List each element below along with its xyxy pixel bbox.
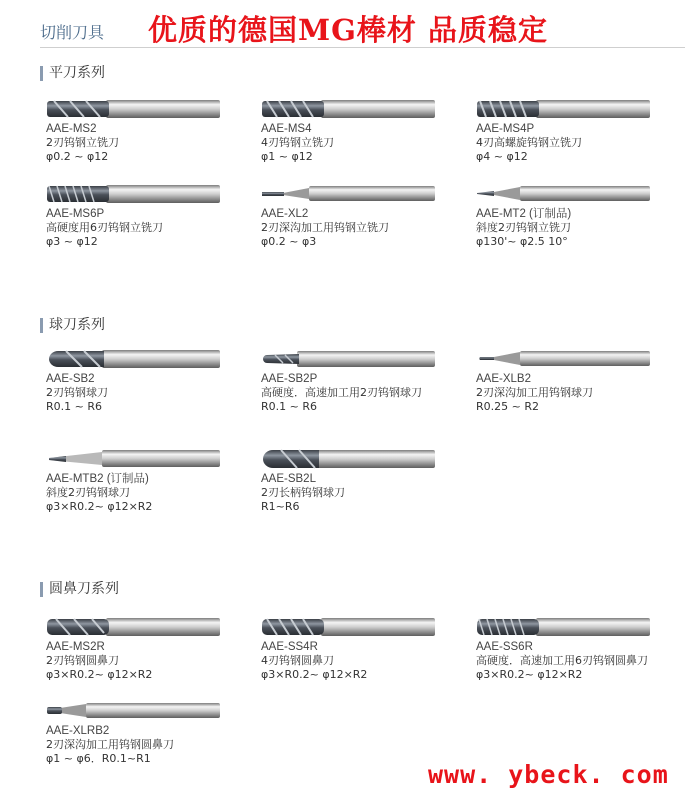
product-description: 2刃钨钢球刀 — [46, 386, 108, 399]
product-description: 2刃钨钢圆鼻刀 — [46, 654, 119, 667]
product-item[interactable] — [476, 98, 691, 164]
end-mill-image — [46, 700, 221, 722]
page-header — [0, 0, 692, 52]
product-range: R0.1 ~ R6 — [46, 400, 102, 413]
product-code: AAE-MT2 (订制品) — [476, 208, 572, 220]
product-code: AAE-SB2P — [261, 373, 318, 385]
end-mill-image — [476, 348, 651, 370]
product-range: φ0.2 ~ φ12 — [46, 150, 109, 163]
product-code: AAE-XLB2 — [476, 373, 531, 385]
product-item[interactable] — [46, 348, 261, 414]
product-code: AAE-MS2 — [46, 123, 97, 135]
product-description: 斜度2刃钨钢立铣刀 — [476, 221, 571, 234]
slogan-banner: 优质的德国MG棒材 品质稳定 — [148, 13, 548, 47]
product-range: φ3×R0.2~ φ12×R2 — [261, 668, 368, 681]
product-description: 高硬度用6刃钨钢立铣刀 — [46, 221, 163, 234]
product-code: AAE-MTB2 (订制品) — [46, 473, 149, 485]
product-code: AAE-SB2L — [261, 473, 316, 485]
end-mill-image — [261, 98, 436, 120]
category-title: 切削刀具 — [40, 23, 105, 42]
product-code: AAE-SS6R — [476, 641, 533, 653]
product-description: 2刃深沟加工用钨钢球刀 — [476, 386, 593, 399]
product-description: 2刃深沟加工用钨钢立铣刀 — [261, 221, 389, 234]
product-code: AAE-MS6P — [46, 208, 105, 220]
end-mill-image — [46, 348, 221, 370]
product-code: AAE-MS4P — [476, 123, 535, 135]
product-description: 高硬度．高速加工用2刃钨钢球刀 — [261, 386, 422, 399]
product-code: AAE-SS4R — [261, 641, 318, 653]
end-mill-image — [476, 183, 651, 205]
end-mill-image — [46, 98, 221, 120]
section-title-flat: 平刀系列 — [40, 66, 105, 81]
product-range: φ1 ~ φ12 — [261, 150, 313, 163]
product-item[interactable] — [261, 616, 476, 682]
product-description: 2刃长柄钨钢球刀 — [261, 486, 345, 499]
product-range: R1~R6 — [261, 500, 300, 513]
end-mill-image — [261, 448, 436, 470]
product-code: AAE-XLRB2 — [46, 725, 110, 737]
product-description: 高硬度．高速加工用6刃钨钢圆鼻刀 — [476, 654, 648, 667]
header-divider — [40, 47, 685, 48]
product-description: 2刃钨钢立铣刀 — [46, 136, 119, 149]
product-item[interactable] — [46, 98, 261, 164]
section-title-ball: 球刀系列 — [40, 318, 105, 333]
product-item[interactable] — [46, 183, 261, 249]
end-mill-image — [46, 616, 221, 638]
product-range: φ3×R0.2~ φ12×R2 — [476, 668, 583, 681]
product-item[interactable] — [476, 348, 691, 414]
product-item[interactable] — [476, 183, 691, 249]
product-item[interactable] — [261, 348, 476, 414]
product-description: 4刃高螺旋钨钢立铣刀 — [476, 136, 582, 149]
end-mill-image — [476, 98, 651, 120]
product-description: 4刃钨钢立铣刀 — [261, 136, 334, 149]
product-code: AAE-XL2 — [261, 208, 309, 220]
product-description: 2刃深沟加工用钨钢圆鼻刀 — [46, 738, 174, 751]
end-mill-image — [46, 183, 221, 205]
product-item[interactable] — [46, 616, 261, 682]
product-item[interactable] — [46, 700, 261, 766]
product-range: φ0.2 ~ φ3 — [261, 235, 317, 248]
product-item[interactable] — [476, 616, 691, 682]
product-range: R0.25 ~ R2 — [476, 400, 539, 413]
product-range: φ3×R0.2~ φ12×R2 — [46, 668, 153, 681]
product-description: 4刃钨钢圆鼻刀 — [261, 654, 334, 667]
end-mill-image — [261, 183, 436, 205]
product-code: AAE-SB2 — [46, 373, 95, 385]
website-url[interactable]: www. ybeck. com — [428, 760, 669, 789]
product-description: 斜度2刃钨钢球刀 — [46, 486, 130, 499]
end-mill-image — [46, 448, 221, 470]
product-range: φ3×R0.2~ φ12×R2 — [46, 500, 153, 513]
end-mill-image — [261, 616, 436, 638]
product-code: AAE-MS2R — [46, 641, 105, 653]
product-range: φ1 ~ φ6．R0.1~R1 — [46, 752, 151, 765]
product-range: φ3 ~ φ12 — [46, 235, 98, 248]
product-item[interactable] — [261, 98, 476, 164]
end-mill-image — [476, 616, 651, 638]
product-item[interactable] — [261, 448, 476, 514]
section-title-radius: 圆鼻刀系列 — [40, 582, 119, 597]
product-item[interactable] — [261, 183, 476, 249]
end-mill-image — [261, 348, 436, 370]
product-range: φ4 ~ φ12 — [476, 150, 528, 163]
product-item[interactable] — [46, 448, 261, 514]
product-range: φ130'~ φ2.5 10° — [476, 235, 568, 248]
product-code: AAE-MS4 — [261, 123, 312, 135]
product-range: R0.1 ~ R6 — [261, 400, 317, 413]
